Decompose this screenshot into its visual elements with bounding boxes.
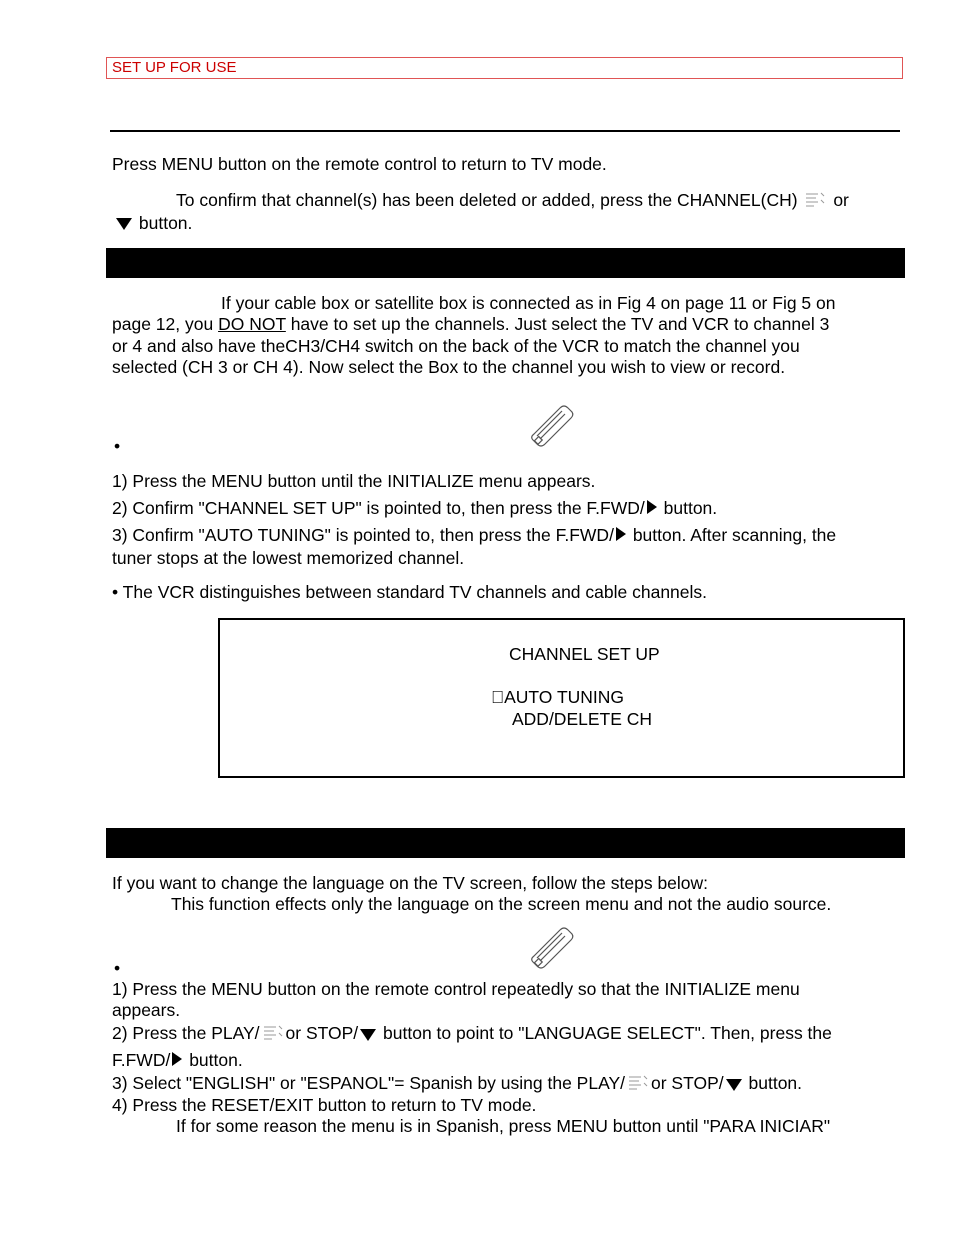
language-step-3	[112, 1073, 802, 1096]
language-intro-2: This function effects only the language on the screen menu and not the audio source.	[171, 894, 832, 914]
language-step-2-a: 2) Press the PLAY/	[112, 1023, 260, 1044]
auto-note: • The VCR distinguishes between standard TV channels and cable channels.	[112, 582, 708, 602]
triangle-right-icon	[616, 527, 626, 541]
auto-step-3-text: 3) Confirm "AUTO TUNING" is pointed to, then press the F.FWD/	[112, 525, 614, 545]
confirm-note-or: or	[833, 190, 849, 211]
confirm-note-line2	[114, 213, 192, 234]
channel-up-icon	[627, 1073, 649, 1093]
horizontal-rule	[110, 130, 900, 132]
cable-note-line2-b: have to set up the channels. Just select the TV and VCR to channel 3	[290, 314, 830, 334]
confirm-note-text: To confirm that channel(s) has been deleted or added, press the CHANNEL(CH)	[176, 190, 798, 211]
auto-step-2-button: button.	[663, 498, 718, 518]
language-step-3-c: button.	[748, 1073, 803, 1094]
language-step-2-c: button to point to "LANGUAGE SELECT". Then, press the	[383, 1023, 832, 1044]
triangle-down-icon	[726, 1079, 742, 1091]
auto-step-2-text: 2) Confirm "CHANNEL SET UP" is pointed to, then press the F.FWD/	[112, 498, 645, 518]
confirm-note-line1	[176, 190, 849, 213]
remote-control-icon	[526, 402, 576, 452]
cable-note-line2-a: page 12, you	[112, 314, 214, 334]
language-step-2-b: or STOP/	[285, 1023, 359, 1044]
cable-note-line3: or 4 and also have theCH3/CH4 switch on the back of the VCR to match the channel you	[112, 336, 800, 356]
section-header-label: SET UP FOR USE	[112, 59, 237, 76]
language-spanish-note: If for some reason the menu is in Spanish, press MENU button until "PARA INICIAR"	[176, 1116, 831, 1136]
language-intro-1: If you want to change the language on the TV screen, follow the steps below:	[112, 873, 709, 893]
channel-up-icon	[262, 1023, 284, 1043]
cable-note-emphasis: DO NOT	[218, 314, 286, 334]
auto-step-1: 1) Press the MENU button until the INITIALIZE menu appears.	[112, 471, 596, 491]
language-step-2-cont	[112, 1050, 243, 1071]
language-step-1-cont: appears.	[112, 1000, 181, 1020]
auto-step-2	[112, 498, 717, 519]
cable-note-line2	[112, 314, 829, 335]
language-step-1: 1) Press the MENU button on the remote control repeatedly so that the INITIALIZE menu	[112, 979, 800, 999]
cable-note-line1: If your cable box or satellite box is connected as in Fig 4 on page 11 or Fig 5 on	[221, 293, 836, 313]
cable-note-line4: selected (CH 3 or CH 4). Now select the Box to the channel you wish to view or record.	[112, 357, 786, 377]
channel-up-icon	[804, 190, 826, 210]
remote-control-icon	[526, 924, 576, 974]
auto-step-3	[112, 525, 836, 546]
language-step-2	[112, 1023, 832, 1046]
triangle-right-icon	[172, 1052, 182, 1066]
return-tv-instruction: Press MENU button on the remote control to return to TV mode.	[112, 154, 607, 174]
language-step-2-d: F.FWD/	[112, 1050, 171, 1070]
bullet-point: •	[114, 436, 121, 456]
language-step-3-a: 3) Select "ENGLISH" or "ESPANOL"= Spanish by using the PLAY/	[112, 1073, 625, 1094]
section-bar-language	[106, 828, 905, 858]
confirm-note-button: button.	[138, 213, 193, 233]
triangle-right-icon	[647, 500, 657, 514]
language-step-4: 4) Press the RESET/EXIT button to return to TV mode.	[112, 1095, 537, 1115]
bullet-point: •	[114, 958, 121, 978]
section-bar-channel-setup	[106, 248, 905, 278]
triangle-down-icon	[360, 1029, 376, 1041]
language-step-2-e: button.	[189, 1050, 243, 1070]
auto-step-3-tail: button. After scanning, the	[632, 525, 837, 545]
triangle-down-icon	[116, 218, 132, 230]
menu-item-add-delete: ADD/DELETE CH	[512, 709, 653, 729]
language-step-3-b: or STOP/	[651, 1073, 724, 1094]
menu-screen-title: CHANNEL SET UP	[509, 644, 660, 664]
auto-step-3-cont: tuner stops at the lowest memorized channel.	[112, 548, 465, 568]
menu-item-auto-tuning: AUTO TUNING	[491, 687, 611, 707]
